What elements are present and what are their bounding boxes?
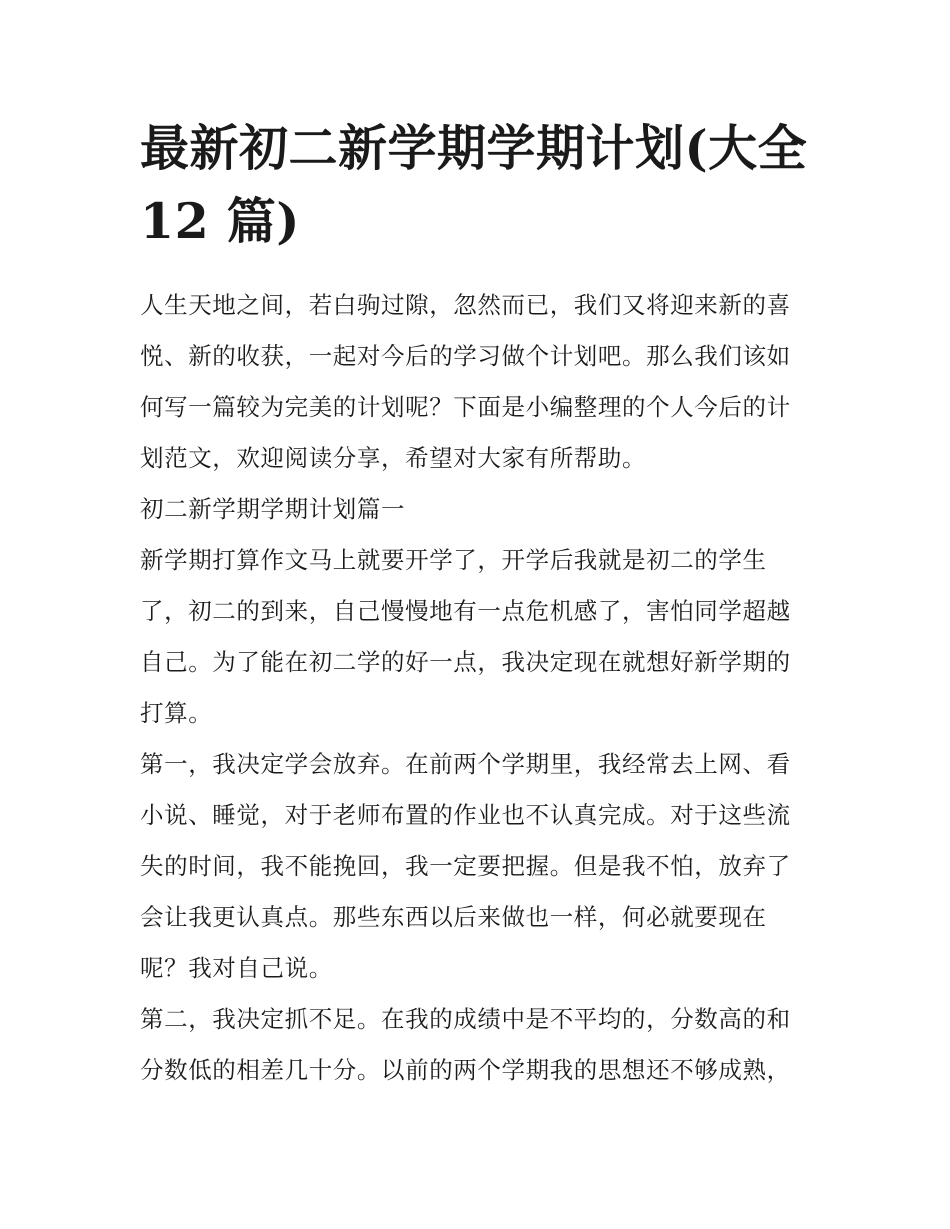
title-line: 12 篇)	[140, 192, 300, 250]
text-line: 第二，我决定抓不足。在我的成绩中是不平均的，分数高的和	[140, 1005, 791, 1033]
title-line: 最新初二新学期学期计划(大全	[140, 119, 808, 177]
text-line: 划范文，欢迎阅读分享，希望对大家有所帮助。	[140, 444, 647, 472]
section-heading	[140, 484, 812, 535]
text-line: 分数低的相差几十分。以前的两个学期我的思想还不够成熟，	[140, 1056, 791, 1084]
body-paragraph	[140, 739, 812, 994]
text-line: 第一，我决定学会放弃。在前两个学期里，我经常去上网、看	[140, 750, 791, 778]
document-page	[140, 112, 812, 1096]
body-paragraph	[140, 535, 812, 739]
text-line: 呢？我对自己说。	[140, 954, 333, 982]
text-line: 人生天地之间，若白驹过隙，忽然而已，我们又将迎来新的喜	[140, 291, 791, 319]
text-line: 打算。	[140, 699, 213, 727]
text-line: 新学期打算作文马上就要开学了，开学后我就是初二的学生	[140, 546, 767, 574]
text-line: 自己。为了能在初二学的好一点，我决定现在就想好新学期的	[140, 648, 791, 676]
text-line: 何写一篇较为完美的计划呢？下面是小编整理的个人今后的计	[140, 393, 791, 421]
text-line: 失的时间，我不能挽回，我一定要把握。但是我不怕，放弃了	[140, 852, 791, 880]
body-paragraph	[140, 994, 812, 1096]
text-line: 了，初二的到来，自己慢慢地有一点危机感了，害怕同学超越	[140, 597, 791, 625]
text-line: 会让我更认真点。那些东西以后来做也一样，何必就要现在	[140, 903, 767, 931]
document-title	[140, 112, 812, 258]
text-line: 悦、新的收获，一起对今后的学习做个计划吧。那么我们该如	[140, 342, 791, 370]
intro-paragraph	[140, 280, 812, 484]
text-line: 小说、睡觉，对于老师布置的作业也不认真完成。对于这些流	[140, 801, 791, 829]
text-line: 初二新学期学期计划篇一	[140, 495, 406, 523]
